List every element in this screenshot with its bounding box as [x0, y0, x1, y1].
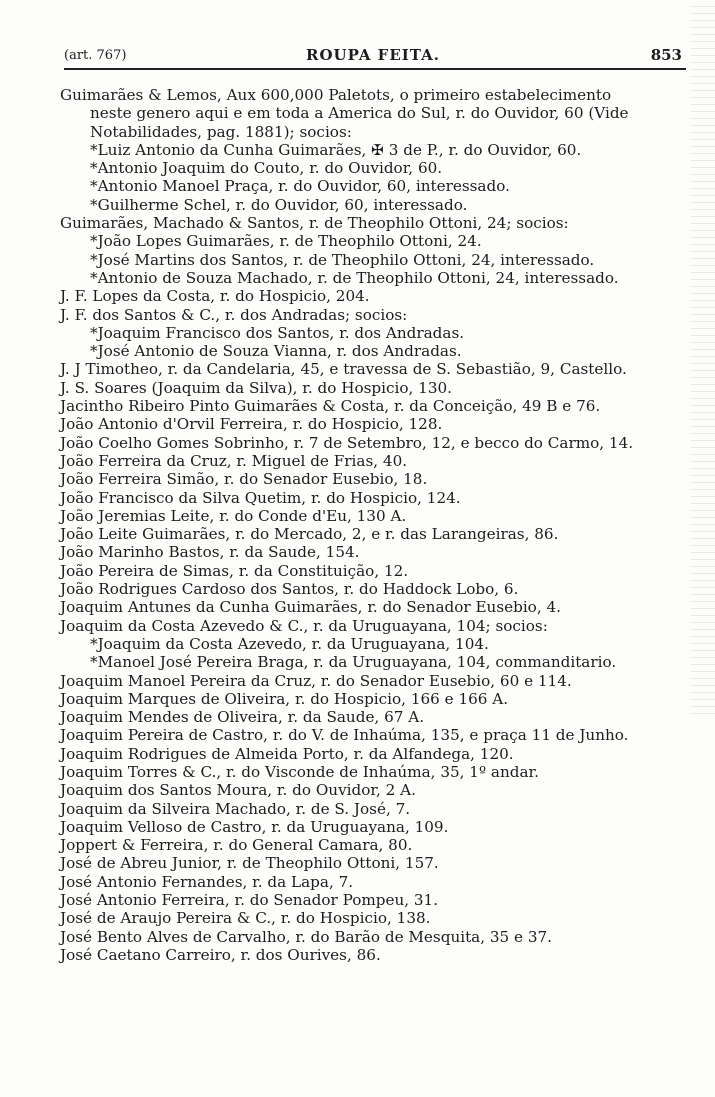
entry-line: Joaquim dos Santos Moura, r. do Ouvidor, 2 A. — [60, 781, 416, 800]
entry-line: Joaquim Manoel Pereira da Cruz, r. do Senador Eusebio, 60 e 114. — [60, 671, 572, 690]
entry-line: Joaquim Torres & C., r. do Visconde de Inhaúma, 35, 1º andar. — [60, 762, 539, 781]
entry-line: José Antonio Fernandes, r. da Lapa, 7. — [60, 872, 354, 891]
entry-line: J. F. dos Santos & C., r. dos Andradas; socios: — [60, 305, 408, 324]
entry-line: Joaquim Antunes da Cunha Guimarães, r. do Senador Eusebio, 4. — [60, 598, 561, 617]
partner-line: *Antonio Joaquim do Couto, r. do Ouvidor, 60. — [90, 159, 443, 178]
entry-line: João Pereira de Simas, r. da Constituição, 12. — [60, 561, 409, 580]
partner-line: *José Martins dos Santos, r. de Theophilo Ottoni, 24, interessado. — [90, 250, 595, 269]
entry-line: José Antonio Ferreira, r. do Senador Pompeu, 31. — [60, 891, 439, 910]
partner-line: *João Lopes Guimarães, r. de Theophilo Ottoni, 24. — [90, 232, 482, 251]
entry-line: João Ferreira Simão, r. do Senador Eusebio, 18. — [60, 470, 428, 489]
partner-line: *Joaquim da Costa Azevedo, r. da Uruguayana, 104. — [90, 634, 489, 653]
entry-line: João Francisco da Silva Quetim, r. do Hospicio, 124. — [60, 488, 461, 507]
entry-line: José de Araujo Pereira & C., r. do Hospicio, 138. — [60, 909, 431, 928]
entry-line: J. F. Lopes da Costa, r. do Hospicio, 204. — [60, 287, 370, 306]
entry-line: Joaquim da Costa Azevedo & C., r. da Uruguayana, 104; socios: — [60, 616, 548, 635]
partner-line: *Guilherme Schel, r. do Ouvidor, 60, interessado. — [90, 195, 468, 214]
entry-line: Joaquim Marques de Oliveira, r. do Hospicio, 166 e 166 A. — [60, 689, 509, 708]
entry-line: José Bento Alves de Carvalho, r. do Barão de Mesquita, 35 e 37. — [60, 927, 553, 946]
entry-line: Joaquim Pereira de Castro, r. do V. de Inhaúma, 135, e praça 11 de Junho. — [60, 726, 629, 745]
entry-line: Joppert & Ferreira, r. do General Camara, 80. — [60, 836, 413, 855]
entry-line: Joaquim Rodrigues de Almeida Porto, r. da Alfandega, 120. — [60, 744, 514, 763]
entry-line: José de Abreu Junior, r. de Theophilo Ottoni, 157. — [60, 854, 439, 873]
entry-line: J. J Timotheo, r. da Candelaria, 45, e travessa de S. Sebastião, 9, Castello. — [60, 360, 627, 379]
header-rule — [64, 68, 686, 70]
partner-line: *Antonio Manoel Praça, r. do Ouvidor, 60, interessado. — [90, 177, 510, 196]
partner-line: *Antonio de Souza Machado, r. de Theophilo Ottoni, 24, interessado. — [90, 268, 619, 287]
entry-line: João Leite Guimarães, r. do Mercado, 2, e r. das Larangeiras, 86. — [60, 525, 559, 544]
entry-line: João Jeremias Leite, r. do Conde d'Eu, 130 A. — [60, 506, 407, 525]
entry-line: Guimarães, Machado & Santos, r. de Theophilo Ottoni, 24; socios: — [60, 214, 569, 233]
entry-line: João Marinho Bastos, r. da Saude, 154. — [60, 543, 360, 562]
entry-line: Joaquim Mendes de Oliveira, r. da Saude, 67 A. — [60, 708, 425, 727]
entry-continuation-line: neste genero aqui e em toda a America do Sul, r. do Ouvidor, 60 (Vide — [90, 104, 629, 123]
partner-line: *José Antonio de Souza Vianna, r. dos Andradas. — [90, 342, 462, 361]
entry-line: João Coelho Gomes Sobrinho, r. 7 de Setembro, 12, e becco do Carmo, 14. — [60, 433, 634, 452]
page-header — [64, 44, 682, 66]
page-number: 853 — [650, 46, 682, 64]
entry-line: Guimarães & Lemos, Aux 600,000 Paletots, o primeiro estabelecimento — [60, 86, 612, 104]
partner-line: *Manoel José Pereira Braga, r. da Uruguayana, 104, commanditario. — [90, 653, 617, 672]
entry-continuation-line: Notabilidades, pag. 1881); socios: — [90, 122, 352, 141]
section-title: ROUPA FEITA. — [306, 46, 440, 64]
entries-list — [60, 86, 700, 964]
partner-line: *Joaquim Francisco dos Santos, r. dos Andradas. — [90, 323, 465, 342]
entry-line: José Caetano Carreiro, r. dos Ourives, 86. — [60, 945, 381, 964]
entry-line: Joaquim Velloso de Castro, r. da Uruguayana, 109. — [60, 817, 449, 836]
entry-line: João Rodrigues Cardoso dos Santos, r. do Haddock Lobo, 6. — [60, 580, 519, 599]
article-reference: (art. 767) — [64, 48, 127, 63]
entry-line: J. S. Soares (Joaquim da Silva), r. do Hospicio, 130. — [60, 378, 452, 397]
partner-line: *Luiz Antonio da Cunha Guimarães, ✠ 3 de P., r. do Ouvidor, 60. — [90, 140, 582, 159]
entry-line: João Antonio d'Orvil Ferreira, r. do Hospicio, 128. — [60, 415, 443, 434]
entry-line: João Ferreira da Cruz, r. Miguel de Frias, 40. — [60, 451, 408, 470]
entry-line: Jacintho Ribeiro Pinto Guimarães & Costa, r. da Conceição, 49 B e 76. — [60, 397, 601, 416]
entry-line: Joaquim da Silveira Machado, r. de S. José, 7. — [60, 799, 411, 818]
